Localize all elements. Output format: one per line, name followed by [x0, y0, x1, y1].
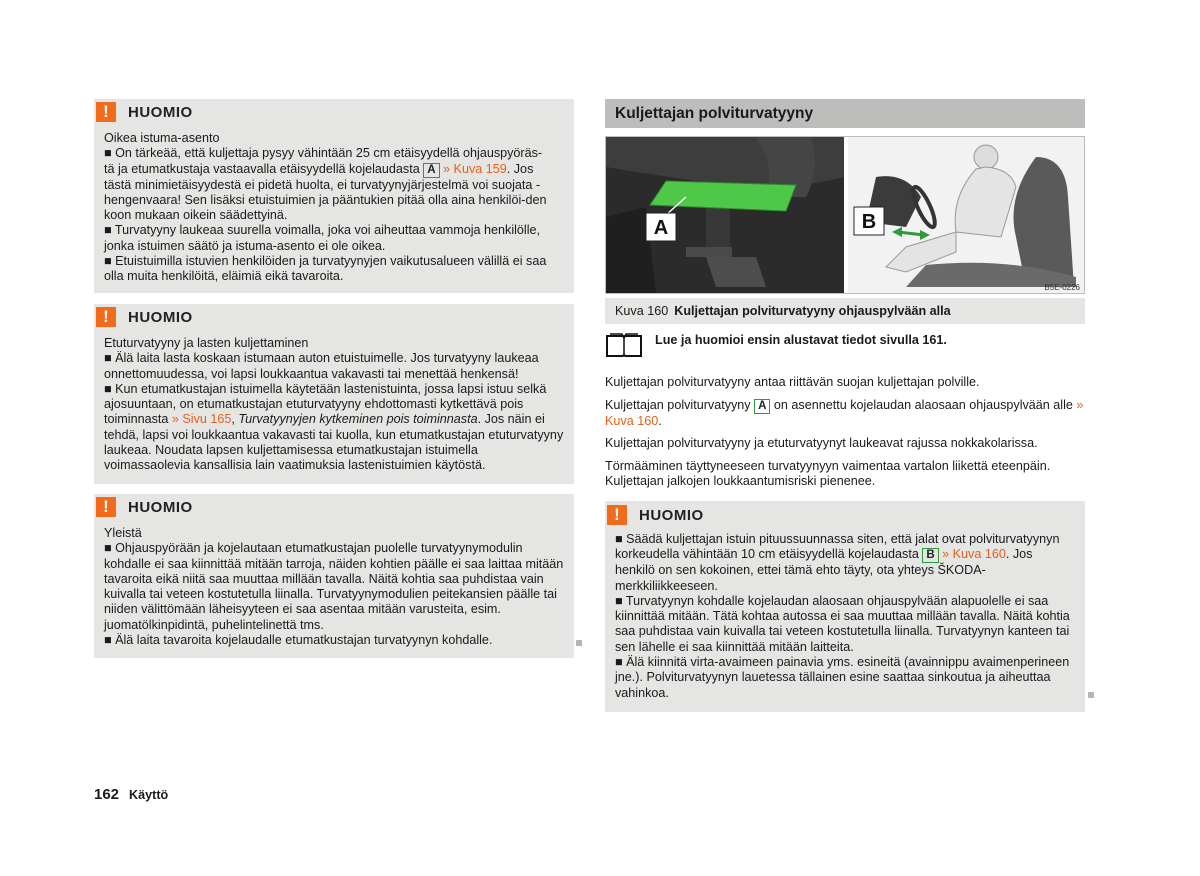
bullet-text: tästä minimietäisyydestä ei pidetä huolta, ei turvatyynyjärjestelmä voi suojata - hengenvaara! Sen lisäksi etuistuimien ja pääntukien pitää olla aina henkilöi-den koon mukaan oikein säädettyinä.: [104, 177, 547, 223]
bullet-text: tä ja etumatkustaja vastaavalla etäisyydellä kojelaudasta: [104, 161, 424, 176]
exclamation-icon: !: [96, 497, 116, 517]
section-end-marker: [576, 640, 582, 646]
warning-header: [94, 494, 574, 520]
warning-subtitle: Etuturvatyyny ja lasten kuljettaminen: [104, 336, 309, 350]
warning-header: [94, 99, 574, 125]
warning-title: HUOMIO: [639, 506, 704, 524]
exclamation-icon: !: [96, 102, 116, 122]
warning-body: [94, 330, 574, 482]
warning-bullet: [615, 532, 1075, 594]
book-icon: [605, 332, 643, 358]
warning-body: [94, 520, 574, 656]
bullet-text: ■ Kun etumatkustajan istuimella käytetään lastenistuinta, jossa lapsi istuu selkä ajosuuntaan, on etumatkustajan etuturvatyyny ehdottomasti kytkettävä pois toiminnasta: [104, 381, 547, 427]
paragraph-text: [605, 398, 1085, 429]
figure-tag-b: B: [922, 548, 938, 563]
page-link[interactable]: » Sivu 165: [171, 412, 232, 427]
warning-bullet: ■ Turvatyyny laukeaa suurella voimalla, joka voi aiheuttaa vammoja henkilölle, jonka istuimen säätö ja istuma-asento ei ole oikea.: [104, 223, 541, 253]
paragraph-text: Kuljettajan polviturvatyyny antaa riittävän suojan kuljettajan polville.: [605, 375, 980, 389]
warning-bullet: ■ Turvatyynyn kohdalle kojelaudan alaosaan ohjauspylvään alapuolelle ei saa kiinnittää mitään. Tätä kohtaa autossa ei saa muuttaa millään tavalla. Näitä kohtia saa puhdistaa vain kuivalla tai veteen kostutetulla liinalla. Turvatyynyn kanteen tai sen lähelle ei saa kiinnittää mitään laitteita.: [615, 593, 1070, 654]
bullet-text: . Jos henkilö on sen kokoinen, ettei tämä ehto täyty, ota yhteys ŠKODA-merkkiliikkeeseen.: [615, 547, 1033, 593]
warning-bullet: ■ Älä kiinnitä virta-avaimeen painavia yms. esineitä (avainnippu avaimenperineen jne.). Polviturvatyynyn lauetessa tällainen esine saattaa sinkoutua ja aiheuttaa vahinkoa.: [615, 655, 1070, 700]
figure-160: [605, 136, 1085, 294]
figure-link[interactable]: » Kuva 159: [439, 161, 507, 176]
bullet-text: ■ Säädä kuljettajan istuin pituussuunnassa siten, että jalat ovat polviturvatyynyn korkeudella vähintään 10 cm etäisyydellä kojelaudasta: [615, 532, 1060, 562]
paragraph-segment: Kuljettajan polviturvatyyny: [605, 398, 755, 412]
warning-header: [605, 502, 1085, 528]
warning-bullet: [104, 146, 564, 223]
warning-subtitle: Yleistä: [104, 526, 142, 540]
warning-bullet: ■ Ohjauspyörään ja kojelautaan etumatkustajan puolelle turvatyynymodulin kohdalle ei saa kiinnittää mitään tarroja, näiden kohtien päälle ei saa laittaa mitään tavaroita eikä niitä saa muuttaa millään tavalla. Näitä kohtia saa puhdistaa vain kuivalla tai veteen kostutetulla liinalla. Turvatyynymodulien peitekansien päälle tai niiden välittömään läheisyyteen ei saa asentaa mitään varusteita, esim. juomatölkinpidintä, puhelintelinettä tms.: [104, 541, 564, 632]
figure-label-a: A: [653, 217, 669, 239]
warning-body: [94, 125, 574, 293]
warning-box-general: [94, 494, 574, 658]
section-title: Kuljettajan polviturvatyyny: [615, 104, 814, 122]
page-footer: [94, 786, 168, 803]
warning-bullet: ■ Etuistuimilla istuvien henkilöiden ja turvatyynyjen vaikutusalueen välillä ei saa olla muita henkilöitä, eläimiä eikä tavaroita.: [104, 254, 547, 284]
paragraph: [605, 375, 1085, 390]
paragraph: [605, 459, 1085, 490]
warning-box-child-transport: [94, 304, 574, 484]
knee-airbag-illustration: [606, 137, 1084, 293]
warning-bullet: ■ Älä laita tavaroita kojelaudalle etumatkustajan turvatyynyn kohdalle.: [104, 633, 493, 648]
exclamation-icon: !: [607, 505, 627, 525]
bullet-text: ■ On tärkeää, että kuljettaja pysyy vähintään 25 cm etäisyydellä ohjauspyöräs-: [104, 146, 543, 161]
warning-title: HUOMIO: [128, 103, 193, 121]
paragraph-segment: on asennettu kojelaudan alaosaan ohjauspylvään alle: [770, 398, 1077, 412]
caption-text: Kuljettajan polviturvatyyny ohjauspylvään alla: [674, 304, 951, 318]
figure-tag-a: A: [754, 399, 770, 414]
warning-subtitle: Oikea istuma-asento: [104, 131, 220, 145]
figure-caption: [605, 298, 1085, 324]
figure-tag-a: A: [423, 163, 439, 178]
italic-reference: Turvatyynyjen kytkeminen pois toiminnasta: [238, 412, 478, 427]
figure-code: B5E-0226: [1044, 283, 1080, 292]
exclamation-icon: !: [96, 307, 116, 327]
paragraph: [605, 436, 1085, 451]
warning-title: HUOMIO: [128, 308, 193, 326]
footer-section: Käyttö: [129, 788, 169, 802]
warning-header: [94, 304, 574, 330]
warning-bullet: [104, 382, 564, 474]
bullet-text: ,: [231, 412, 239, 427]
section-end-marker: [1088, 692, 1094, 698]
paragraph-text: Törmääminen täyttyneeseen turvatyynyyn vaimentaa vartalon liikettä eteenpäin. Kuljettajan jalkojen loukkaantumisriski pienenee.: [605, 459, 1051, 489]
bullet-text: . Jos näin ei tehdä, lapsi voi loukkaantua vakavasti tai kuolla, kun etumatkustajan etuturvatyyny laukeaa. Noudata lapsen kuljettamisessa etumatkustajan istuimella voimassaolevia kansallisia lain vaatimuksia lastenistuimien käytöstä.: [104, 412, 564, 473]
read-first-note: [605, 332, 1085, 358]
paragraph-text: Kuljettajan polviturvatyyny ja etuturvatyynyt laukeavat rajussa nokkakolarissa.: [605, 436, 1038, 450]
note-text: Lue ja huomioi ensin alustavat tiedot sivulla 161.: [655, 333, 947, 347]
page-number: 162: [94, 786, 120, 803]
warning-box-seating: [94, 99, 574, 293]
warning-bullet: ■ Älä laita lasta koskaan istumaan auton etuistuimelle. Jos turvatyyny laukeaa onnettomuudessa, voi lapsi loukkaantua vakavasti tai menettää henkensä!: [104, 351, 539, 381]
warning-title: HUOMIO: [128, 498, 193, 516]
figure-link[interactable]: » Kuva 160: [605, 398, 1084, 428]
warning-box-knee-airbag: [605, 501, 1085, 712]
warning-body: [605, 528, 1085, 709]
caption-number: Kuva 160: [615, 304, 669, 318]
figure-link[interactable]: » Kuva 160: [938, 547, 1006, 562]
paragraph: [605, 398, 1085, 429]
figure-label-b: B: [861, 211, 877, 233]
section-header: [605, 99, 1085, 128]
bullet-text: . Jos: [506, 161, 534, 176]
paragraph-segment: .: [658, 414, 662, 428]
